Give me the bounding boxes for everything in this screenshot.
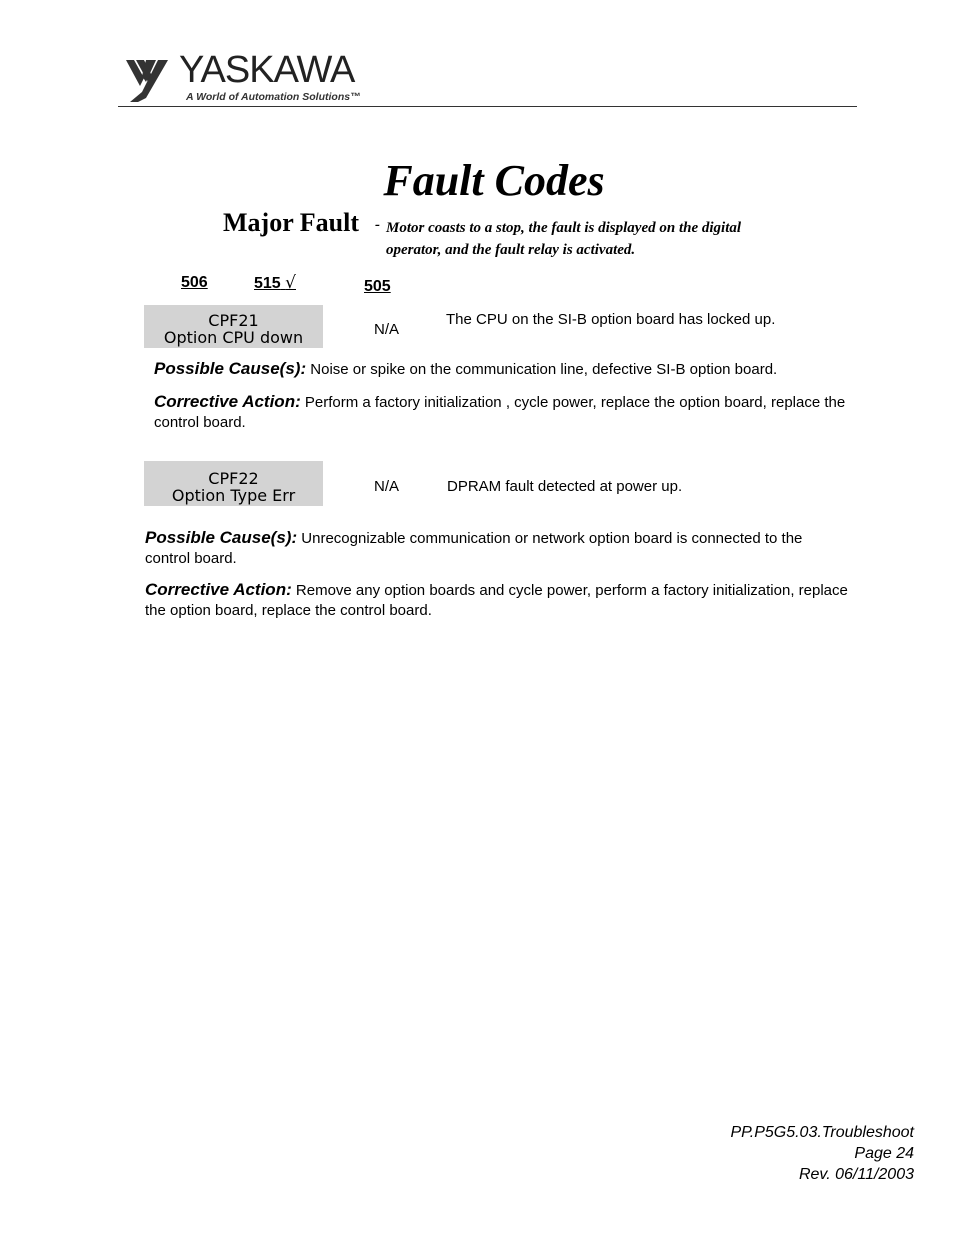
corrective-action-text: Perform a factory initialization , cycle power, replace the option board, replace the control board.: [154, 394, 846, 431]
logo-tagline: A World of Automation Solutions™: [186, 91, 361, 103]
page-title: Fault Codes: [383, 156, 605, 205]
applicable-check-icon: √: [285, 273, 296, 293]
yaskawa-logo-mark-icon: [122, 52, 178, 104]
document-id: PP.P5G5.03.Troubleshoot: [730, 1124, 914, 1141]
fault-505-value: N/A: [374, 321, 400, 338]
model-515: [254, 273, 296, 294]
possible-cause-text: Unrecognizable communication or network option board is connected to the control board.: [145, 530, 803, 567]
fault-description: DPRAM fault detected at power up.: [447, 478, 683, 495]
possible-cause-cpf22: [145, 528, 845, 569]
possible-cause-text: Noise or spike on the communication line, defective SI-B option board.: [310, 361, 778, 378]
revision-date: Rev. 06/11/2003: [798, 1166, 914, 1183]
fault-code-box-cpf21: [144, 305, 323, 348]
fault-name: Option Type Err: [171, 486, 296, 505]
logo-name: YASKAWA: [179, 49, 355, 91]
fault-description: The CPU on the SI-B option board has locked up.: [446, 311, 776, 328]
corrective-action-cpf22: [145, 580, 855, 621]
possible-cause-cpf21: [154, 359, 874, 380]
model-506-label: 506: [181, 274, 208, 291]
model-505: [364, 277, 391, 297]
fault-name: Option CPU down: [163, 328, 304, 347]
fault-code: CPF21: [208, 311, 259, 330]
major-fault-description: Motor coasts to a stop, the fault is displayed on the digital operator, and the fault relay is activated.: [386, 220, 742, 258]
major-fault-heading: Major Fault: [223, 208, 359, 237]
model-515-label: 515: [254, 275, 281, 292]
corrective-action-text: Remove any option boards and cycle power, perform a factory initialization, replace the option board, replace the control board.: [145, 582, 848, 619]
major-fault-dash: -: [375, 217, 380, 233]
fault-code: CPF22: [208, 469, 259, 488]
page-footer: [730, 1122, 914, 1185]
possible-cause-label: Possible Cause(s):: [145, 528, 298, 547]
corrective-action-cpf21: [154, 392, 854, 433]
possible-cause-label: Possible Cause(s):: [154, 359, 307, 378]
corrective-action-label: Corrective Action:: [145, 580, 292, 599]
model-506: [181, 273, 208, 293]
header-divider: [118, 106, 857, 107]
page-number: Page 24: [854, 1145, 914, 1162]
corrective-action-label: Corrective Action:: [154, 392, 301, 411]
fault-505-value: N/A: [374, 478, 400, 495]
yaskawa-logo: [122, 50, 382, 106]
fault-code-box-cpf22: [144, 461, 323, 506]
model-505-label: 505: [364, 278, 391, 295]
